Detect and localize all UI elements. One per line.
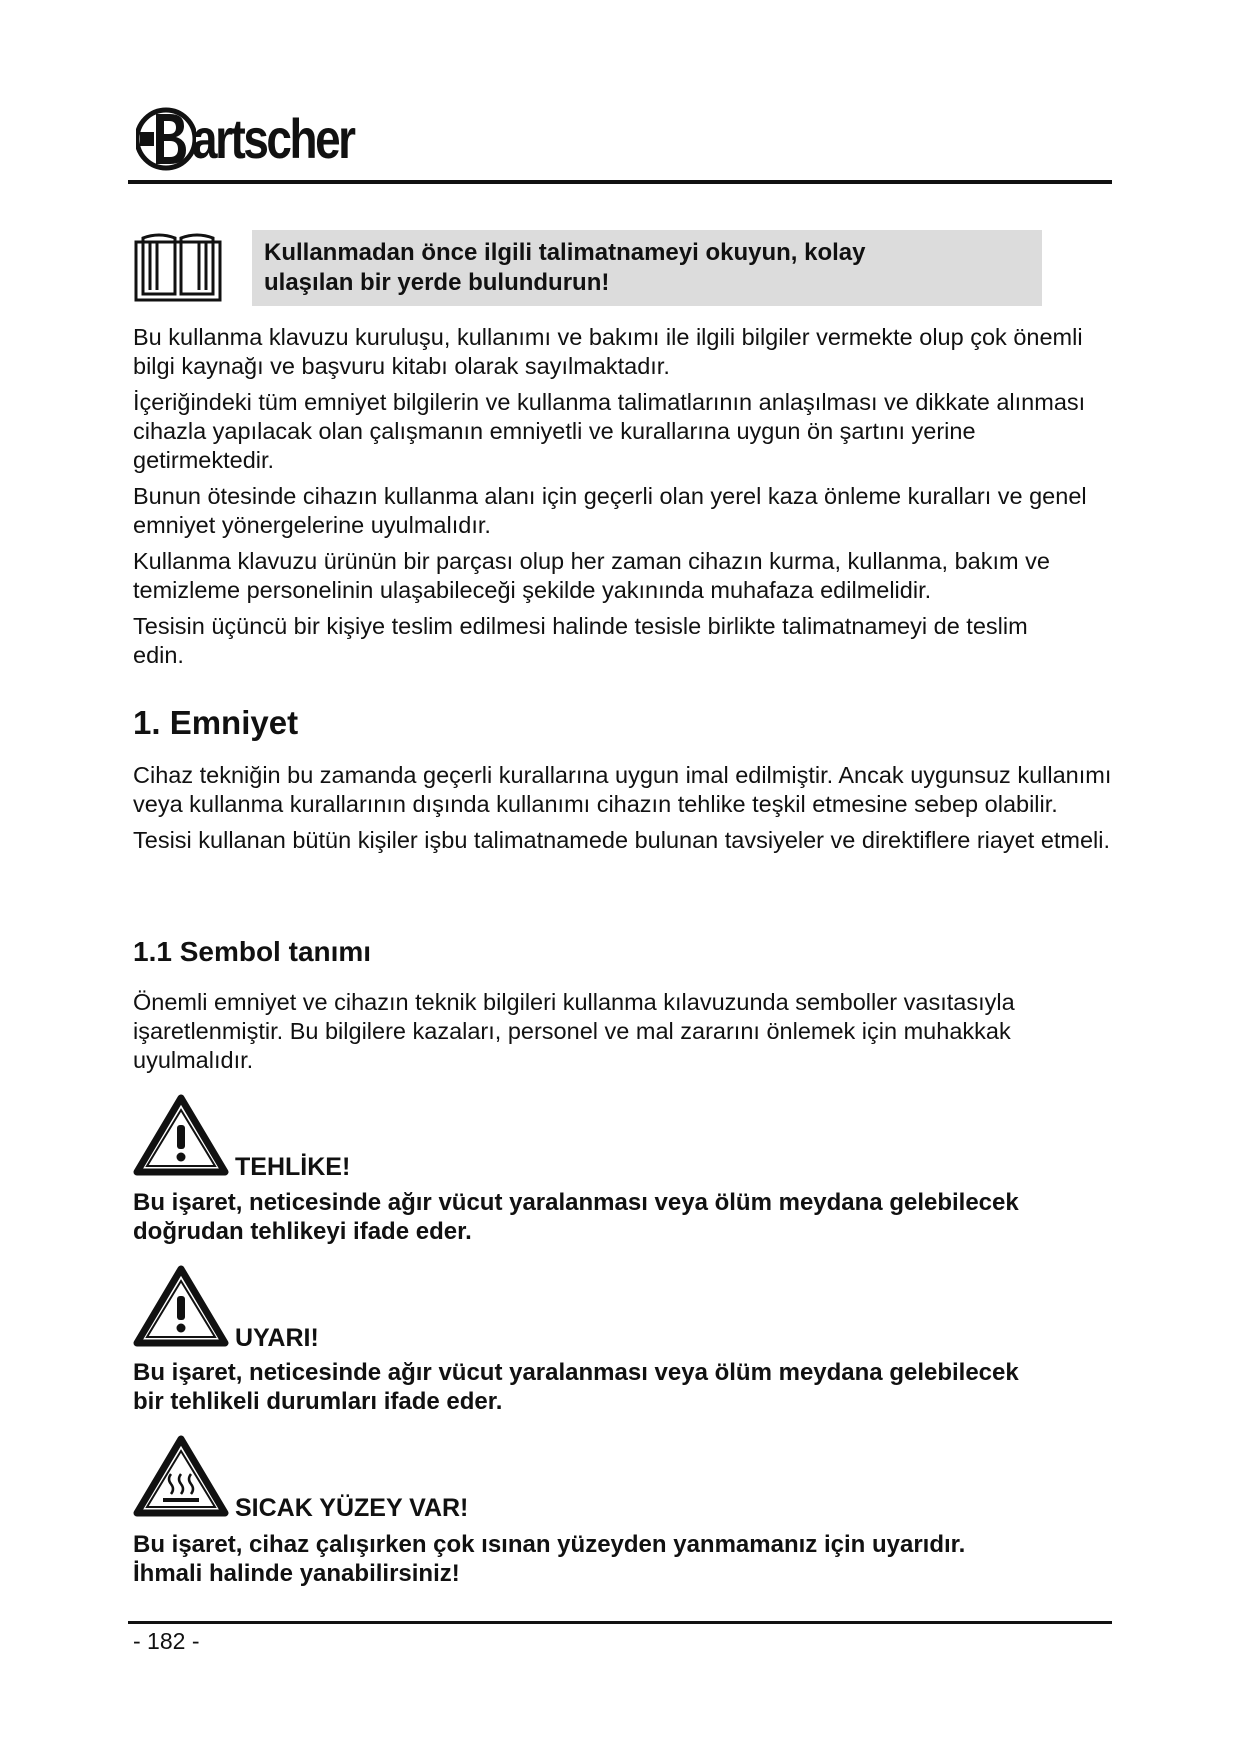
logo-wordmark: artscher	[192, 107, 354, 170]
caution-warning-icon	[133, 1264, 229, 1353]
read-instructions-notice	[252, 230, 1042, 306]
footer-divider	[128, 1621, 1112, 1624]
section-heading-emniyet: 1. Emniyet	[133, 704, 299, 741]
danger-warning-icon	[133, 1093, 229, 1182]
section-heading-sembol-tanimi: 1.1 Sembol tanımı	[133, 936, 372, 967]
danger-description-line: Bu işaret, neticesinde ağır vücut yaralanması veya ölüm meydana gelebilecek	[133, 1189, 1019, 1216]
bartscher-logo	[136, 104, 389, 174]
book-icon	[133, 232, 223, 309]
intro-paragraph: Bu kullanma klavuzu kuruluşu, kullanımı ve bakımı ile ilgili bilgiler vermekte olup çok önemli bilgi kaynağı ve başvuru kitabı olarak sayılmaktadır.	[133, 324, 1083, 379]
section-1-paragraph: Cihaz tekniğin bu zamanda geçerli kurallarına uygun imal edilmiştir. Ancak uygunsuz kullanımı veya kullanma kurallarının dışında kullanımı cihazın tehlike teşkil etmesine sebep olabilir.	[133, 762, 1112, 817]
intro-paragraph: Kullanma klavuzu ürünün bir parçası olup her zaman cihazın kurma, kullanma, bakım ve temizleme personelinin ulaşabileceği şekilde yakınında muhafaza edilmelidir.	[133, 548, 1050, 603]
hot-surface-label: SICAK YÜZEY VAR!	[235, 1494, 469, 1522]
intro-paragraph: Bunun ötesinde cihazın kullanma alanı için geçerli olan yerel kaza önleme kuralları ve genel emniyet yönergelerine uyulmalıdır.	[133, 483, 1087, 538]
notice-line-1: Kullanmadan önce ilgili talimatnameyi okuyun, kolay	[264, 239, 866, 266]
intro-paragraph: Tesisin üçüncü bir kişiye teslim edilmesi halinde tesisle birlikte talimatnameyi de teslim edin.	[133, 613, 1028, 668]
notice-line-2: ulaşılan bir yerde bulundurun!	[264, 269, 610, 296]
hot-surface-description	[133, 1530, 1123, 1588]
caution-description-line: bir tehlikeli durumları ifade eder.	[133, 1388, 503, 1415]
bartscher-b-mark-icon	[136, 104, 196, 174]
hot-surface-description-line: Bu işaret, cihaz çalışırken çok ısınan yüzeyden yanmamanız için uyarıdır.	[133, 1531, 966, 1558]
danger-description	[133, 1188, 1123, 1246]
intro-text	[133, 323, 1123, 677]
section-1-1-paragraph: Önemli emniyet ve cihazın teknik bilgileri kullanma kılavuzunda semboller vasıtasıyla işaretlenmiştir. Bu bilgilere kazaları, personel ve mal zararını önlemek için muhakkak uyulmalıdır.	[133, 989, 1015, 1073]
page-number: - 182 -	[133, 1628, 200, 1654]
caution-description	[133, 1358, 1123, 1416]
section-1-1-text	[133, 988, 1123, 1082]
header-divider	[128, 180, 1112, 184]
section-1-text	[133, 761, 1123, 862]
danger-label: TEHLİKE!	[235, 1153, 351, 1181]
caution-description-line: Bu işaret, neticesinde ağır vücut yaralanması veya ölüm meydana gelebilecek	[133, 1359, 1019, 1386]
caution-label: UYARI!	[235, 1324, 319, 1352]
danger-description-line: doğrudan tehlikeyi ifade eder.	[133, 1218, 472, 1245]
hot-surface-icon	[133, 1434, 229, 1523]
intro-paragraph: İçeriğindeki tüm emniyet bilgilerin ve kullanma talimatlarının anlaşılması ve dikkate alınması cihazla yapılacak olan çalışmanın emniyetli ve kurallarına uygun ön şartını yerine getirmektedir.	[133, 389, 1086, 473]
hot-surface-description-line: İhmali halinde yanabilirsiniz!	[133, 1560, 460, 1587]
section-1-paragraph: Tesisi kullanan bütün kişiler işbu talimatnamede bulunan tavsiyeler ve direktiflere riayet etmeli.	[133, 827, 1111, 853]
